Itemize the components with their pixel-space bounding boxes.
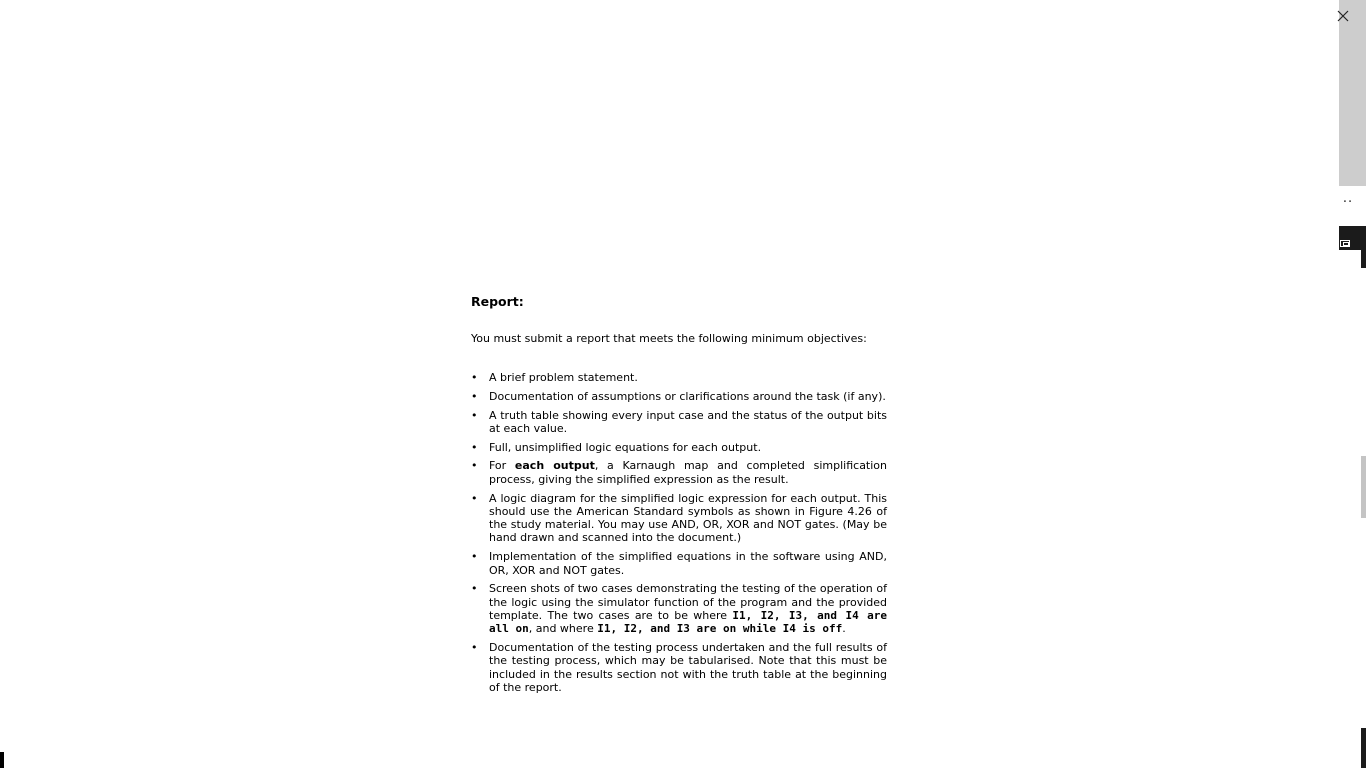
list-item: • Implementation of the simplified equations in the software using AND, OR, XOR and NOT gates. bbox=[471, 550, 887, 577]
objectives-list bbox=[471, 371, 887, 694]
list-item: • A logic diagram for the simplified logic expression for each output. This should use the American Standard symbols as shown in Figure 4.26 of the study material. You may use AND, OR, XOR and NOT gates. (May be hand drawn and scanned into the document.) bbox=[471, 492, 887, 545]
list-item: • Documentation of the testing process undertaken and the full results of the testing process, which may be tabularised. Note that this must be included in the results section not with the truth table at the beginning of the report. bbox=[471, 641, 887, 694]
report-intro: You must submit a report that meets the following minimum objectives: bbox=[471, 332, 867, 345]
report-heading: Report: bbox=[471, 294, 524, 309]
list-item: • Full, unsimplified logic equations for each output. bbox=[471, 441, 887, 454]
close-icon bbox=[1335, 8, 1351, 24]
list-item: • For each output, a Karnaugh map and completed simplification process, giving the simplified expression as the result. bbox=[471, 459, 887, 486]
list-item: • Documentation of assumptions or clarifications around the task (if any). bbox=[471, 390, 887, 403]
list-item: • A brief problem statement. bbox=[471, 371, 887, 384]
side-panel-edge bbox=[1361, 250, 1366, 268]
left-edge-marker bbox=[0, 752, 4, 768]
side-panel-header bbox=[1339, 0, 1366, 186]
more-options-button[interactable]: ·· bbox=[1342, 195, 1354, 210]
close-button[interactable] bbox=[1335, 8, 1351, 24]
scrollbar-thumb[interactable] bbox=[1361, 456, 1366, 518]
document-page bbox=[471, 294, 887, 700]
list-item: • A truth table showing every input case and the status of the output bits at each value. bbox=[471, 409, 887, 436]
list-item: • Screen shots of two cases demonstrating the testing of the operation of the logic using the simulator function of the program and the provided template. The two cases are to be where I1, I2, I3, and I4 are all on, and where I1, I2, and I3 are on while I4 is off. bbox=[471, 582, 887, 635]
side-panel-edge-bottom bbox=[1361, 728, 1366, 768]
window-icon[interactable] bbox=[1340, 240, 1350, 247]
